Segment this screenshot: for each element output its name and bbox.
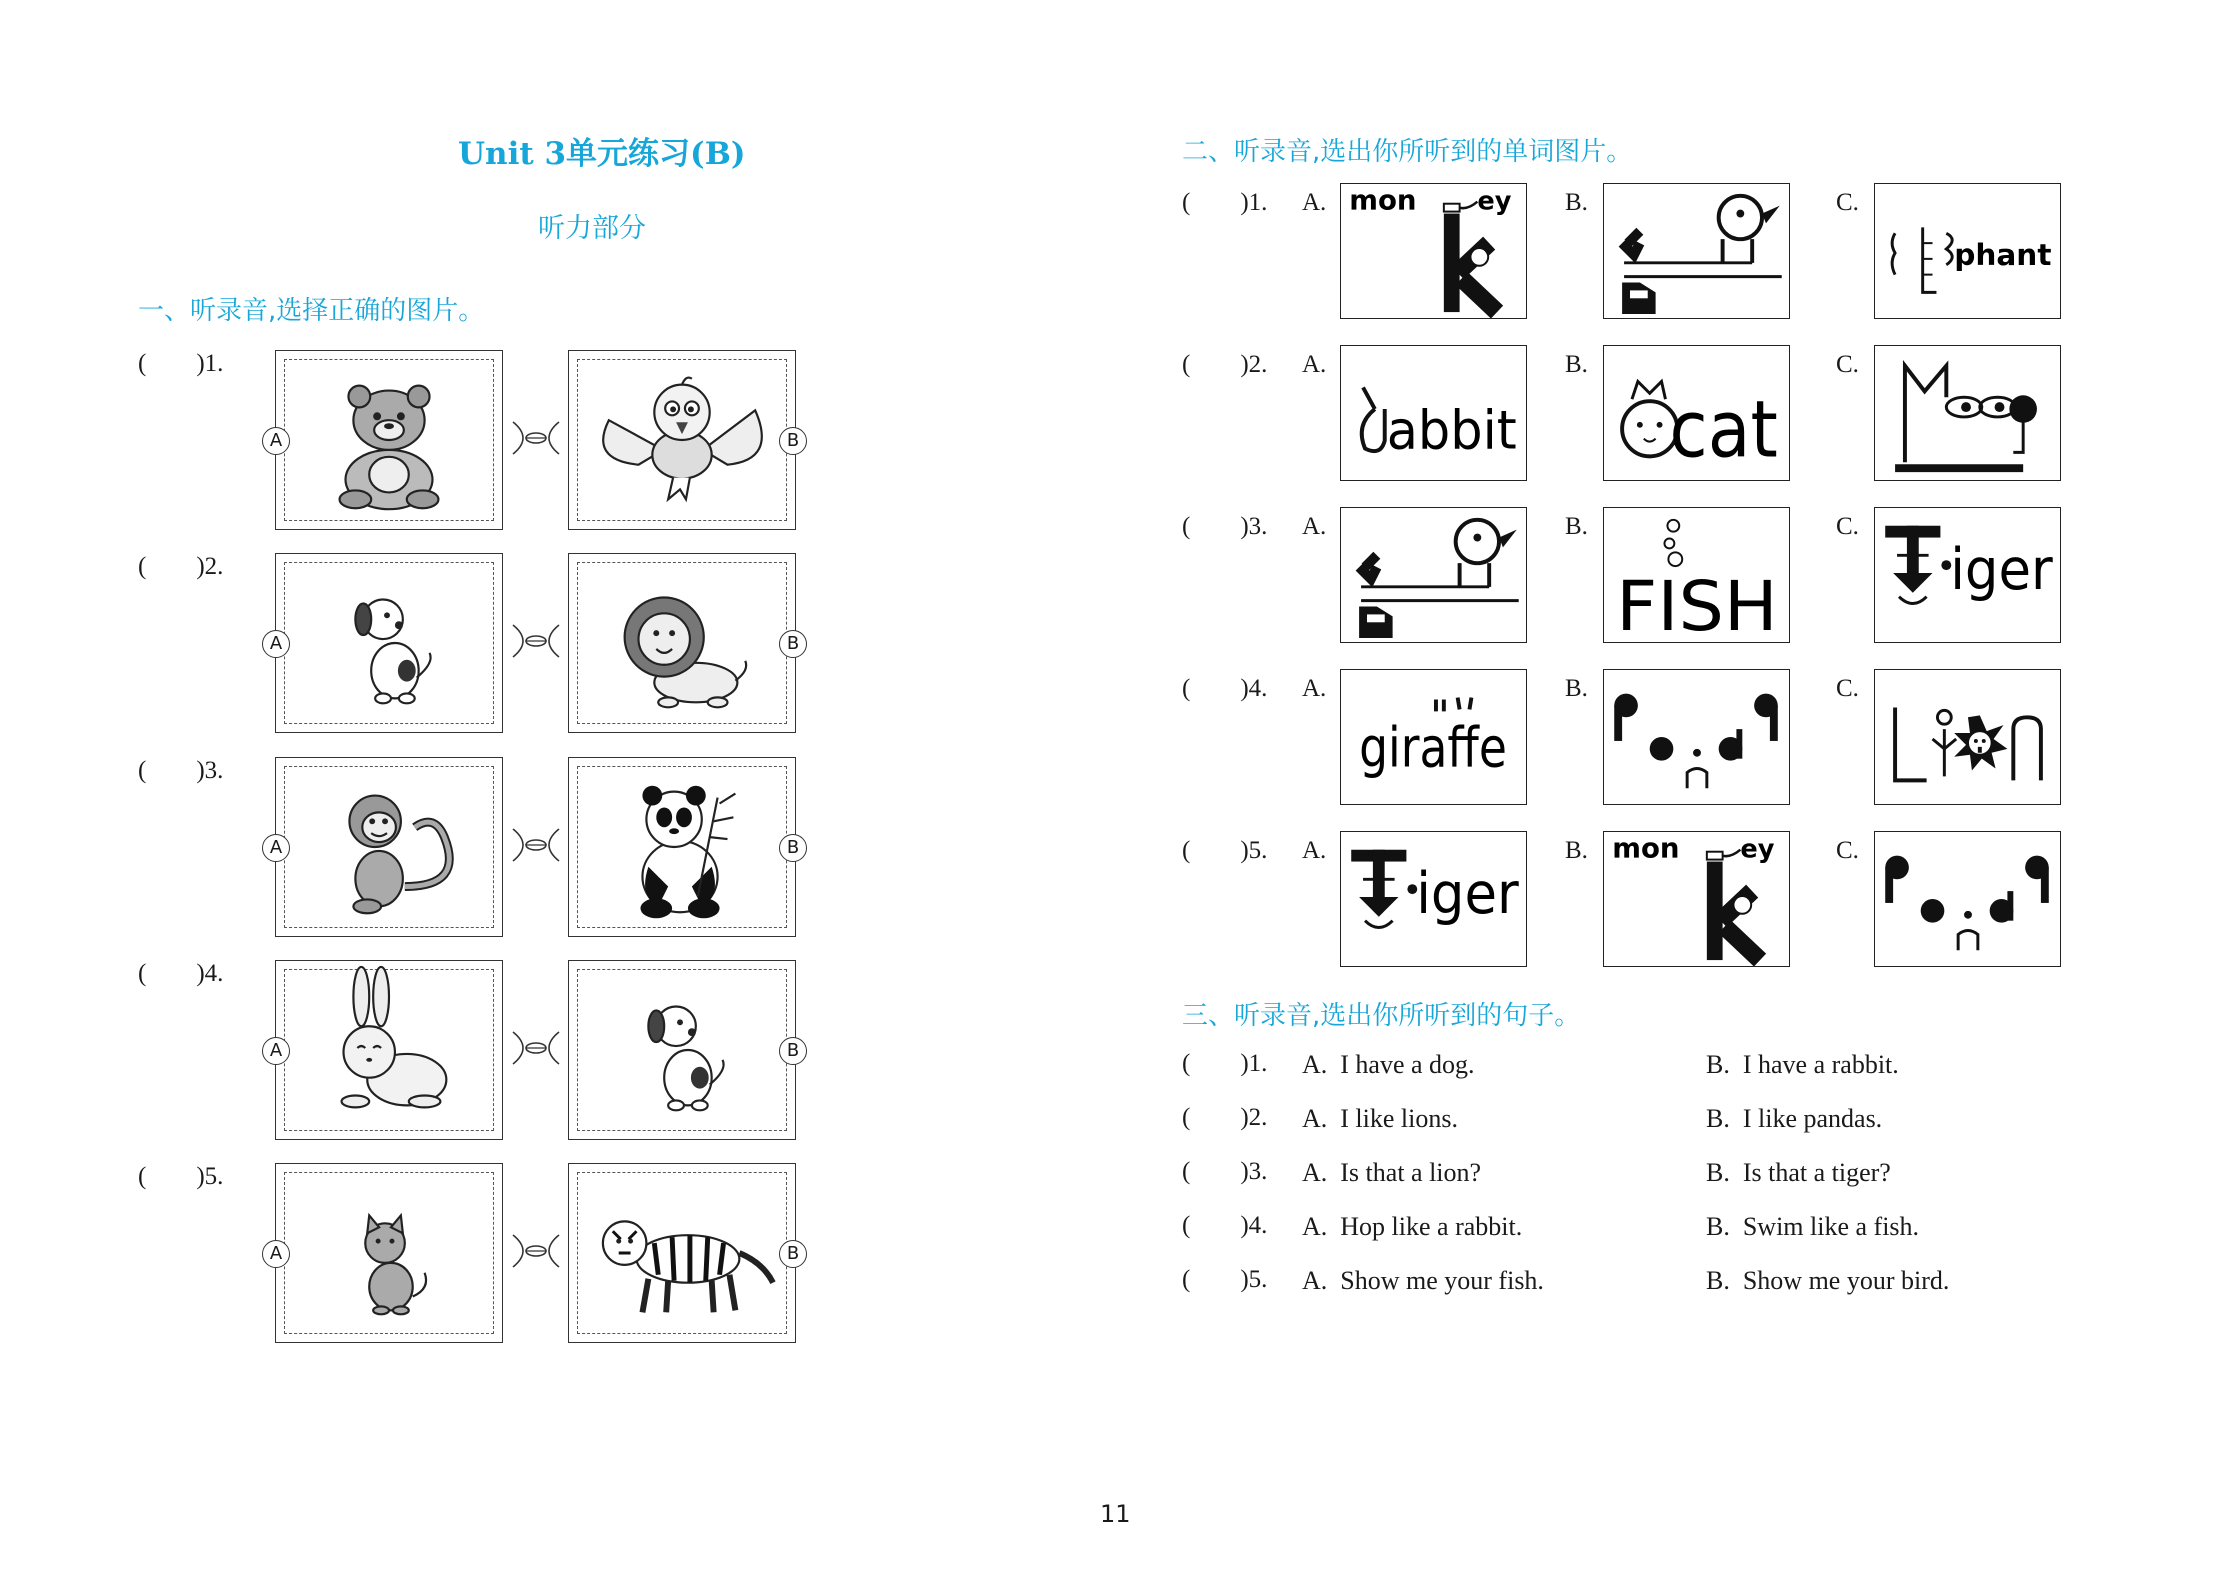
page-number: 11: [1100, 1500, 1131, 1528]
question-number: ( )2.: [1182, 1104, 1268, 1131]
word-text: iger: [1950, 536, 2054, 603]
word-text: ey: [1740, 834, 1775, 865]
question-number: ( )3.: [138, 757, 224, 784]
sentence-option-b[interactable]: B. Is that a tiger?: [1706, 1158, 1891, 1187]
bird-wordart-icon: [1341, 508, 1526, 642]
elephant-wordart-icon: [1875, 184, 2060, 318]
option-b-badge: B: [779, 834, 807, 862]
picture-card-b[interactable]: [568, 757, 796, 937]
bear-icon: [276, 351, 502, 529]
word-text: iger: [1416, 860, 1520, 927]
section-subtitle: 听力部分: [538, 213, 646, 244]
word-text: ey: [1477, 186, 1512, 217]
sentence-option-b[interactable]: B. Swim like a fish.: [1706, 1212, 1920, 1241]
word-text: FISH: [1616, 567, 1778, 642]
word-card-giraffe[interactable]: [1340, 669, 1527, 805]
picture-card-b[interactable]: [568, 1163, 796, 1343]
chain-link-icon: [511, 825, 561, 865]
word-card-panda[interactable]: [1874, 831, 2061, 967]
picture-card-b[interactable]: [568, 960, 796, 1140]
option-label: B.: [1565, 189, 1588, 216]
rabbit-icon: [276, 961, 502, 1139]
option-a-badge: A: [262, 1240, 290, 1268]
chain-link-icon: [511, 621, 561, 661]
sentence-option-b[interactable]: B. I like pandas.: [1706, 1104, 1883, 1133]
option-label: C.: [1836, 837, 1859, 864]
word-card-bird[interactable]: [1340, 507, 1527, 643]
word-card-fish[interactable]: [1603, 507, 1790, 643]
picture-card-a[interactable]: [275, 757, 503, 937]
chain-link-icon: [511, 418, 561, 458]
word-text: cat: [1669, 383, 1778, 476]
question-number: ( )1.: [138, 350, 224, 377]
cat-icon: [276, 1164, 502, 1342]
option-b-badge: B: [779, 1037, 807, 1065]
bird-wordart-icon: [1604, 184, 1789, 318]
word-card-tiger[interactable]: [1340, 831, 1527, 967]
picture-card-a[interactable]: [275, 350, 503, 530]
page-title: Unit 3单元练习(B): [458, 136, 746, 172]
word-text: phant: [1954, 237, 2052, 272]
question-number: ( )1.: [1182, 189, 1268, 216]
panda-wordart-icon: [1875, 832, 2060, 966]
question-number: ( )1.: [1182, 1050, 1268, 1077]
question-number: ( )3.: [1182, 1158, 1268, 1185]
question-number: ( )4.: [138, 960, 224, 987]
word-card-dog[interactable]: [1874, 345, 2061, 481]
option-label: A.: [1302, 675, 1327, 702]
option-label: A.: [1302, 513, 1327, 540]
option-label: B.: [1565, 675, 1588, 702]
option-b-badge: B: [779, 1240, 807, 1268]
word-card-bird[interactable]: [1603, 183, 1790, 319]
lion-wordart-icon: [1875, 670, 2060, 804]
option-a-badge: A: [262, 427, 290, 455]
sentence-option-b[interactable]: B. Show me your bird.: [1706, 1266, 1950, 1295]
panda-wordart-icon: [1604, 670, 1789, 804]
option-label: C.: [1836, 675, 1859, 702]
picture-card-b[interactable]: [568, 553, 796, 733]
sentence-option-a[interactable]: A. I have a dog.: [1302, 1050, 1475, 1079]
option-b-badge: B: [779, 427, 807, 455]
word-card-rabbit[interactable]: [1340, 345, 1527, 481]
sentence-option-a[interactable]: A. Hop like a rabbit.: [1302, 1212, 1523, 1241]
word-text: giraffe: [1359, 716, 1507, 781]
word-card-elephant[interactable]: [1874, 183, 2061, 319]
sentence-option-a[interactable]: A. Is that a lion?: [1302, 1158, 1482, 1187]
dog-wordart-icon: [1875, 346, 2060, 480]
option-label: C.: [1836, 189, 1859, 216]
chain-link-icon: [511, 1028, 561, 1068]
cat-wordart-icon: [1604, 346, 1789, 480]
sentence-option-b[interactable]: B. I have a rabbit.: [1706, 1050, 1899, 1079]
question-number: ( )2.: [138, 553, 224, 580]
tiger-icon: [569, 1164, 795, 1342]
picture-card-a[interactable]: [275, 1163, 503, 1343]
picture-card-a[interactable]: [275, 553, 503, 733]
panda-icon: [569, 758, 795, 936]
lion-icon: [569, 554, 795, 732]
word-card-cat[interactable]: [1603, 345, 1790, 481]
chain-link-icon: [511, 1231, 561, 1271]
option-a-badge: A: [262, 1037, 290, 1065]
question-number: ( )2.: [1182, 351, 1268, 378]
section1-heading: 一、听录音,选择正确的图片。: [138, 296, 485, 326]
word-card-monkey[interactable]: [1340, 183, 1527, 319]
option-a-badge: A: [262, 834, 290, 862]
sentence-option-a[interactable]: A. I like lions.: [1302, 1104, 1458, 1133]
section2-heading: 二、听录音,选出你所听到的单词图片。: [1182, 137, 1633, 167]
word-text: mon: [1612, 832, 1680, 865]
option-label: A.: [1302, 351, 1327, 378]
word-text: abbit: [1386, 399, 1517, 462]
question-number: ( )5.: [1182, 1266, 1268, 1293]
bird-icon: [569, 351, 795, 529]
option-label: A.: [1302, 837, 1327, 864]
sentence-option-a[interactable]: A. Show me your fish.: [1302, 1266, 1544, 1295]
word-card-lion[interactable]: [1874, 669, 2061, 805]
word-card-tiger[interactable]: [1874, 507, 2061, 643]
word-card-panda[interactable]: [1603, 669, 1790, 805]
giraffe-wordart-icon: [1341, 670, 1526, 804]
dog-icon: [276, 554, 502, 732]
option-label: A.: [1302, 189, 1327, 216]
dog-icon: [569, 961, 795, 1139]
option-label: B.: [1565, 837, 1588, 864]
question-number: ( )5.: [138, 1163, 224, 1190]
section3-heading: 三、听录音,选出你所听到的句子。: [1182, 1001, 1581, 1031]
tiger-wordart-icon: [1341, 832, 1526, 966]
option-label: C.: [1836, 351, 1859, 378]
monkey-icon: [276, 758, 502, 936]
fish-wordart-icon: [1604, 508, 1789, 642]
picture-card-b[interactable]: [568, 350, 796, 530]
option-label: B.: [1565, 513, 1588, 540]
word-text: mon: [1349, 184, 1417, 217]
option-a-badge: A: [262, 630, 290, 658]
rabbit-wordart-icon: [1341, 346, 1526, 480]
question-number: ( )4.: [1182, 675, 1268, 702]
monkey-wordart-icon: [1604, 832, 1789, 966]
question-number: ( )3.: [1182, 513, 1268, 540]
monkey-wordart-icon: [1341, 184, 1526, 318]
picture-card-a[interactable]: [275, 960, 503, 1140]
option-label: C.: [1836, 513, 1859, 540]
word-card-monkey[interactable]: [1603, 831, 1790, 967]
option-label: B.: [1565, 351, 1588, 378]
question-number: ( )4.: [1182, 1212, 1268, 1239]
question-number: ( )5.: [1182, 837, 1268, 864]
option-b-badge: B: [779, 630, 807, 658]
tiger-wordart-icon: [1875, 508, 2060, 642]
